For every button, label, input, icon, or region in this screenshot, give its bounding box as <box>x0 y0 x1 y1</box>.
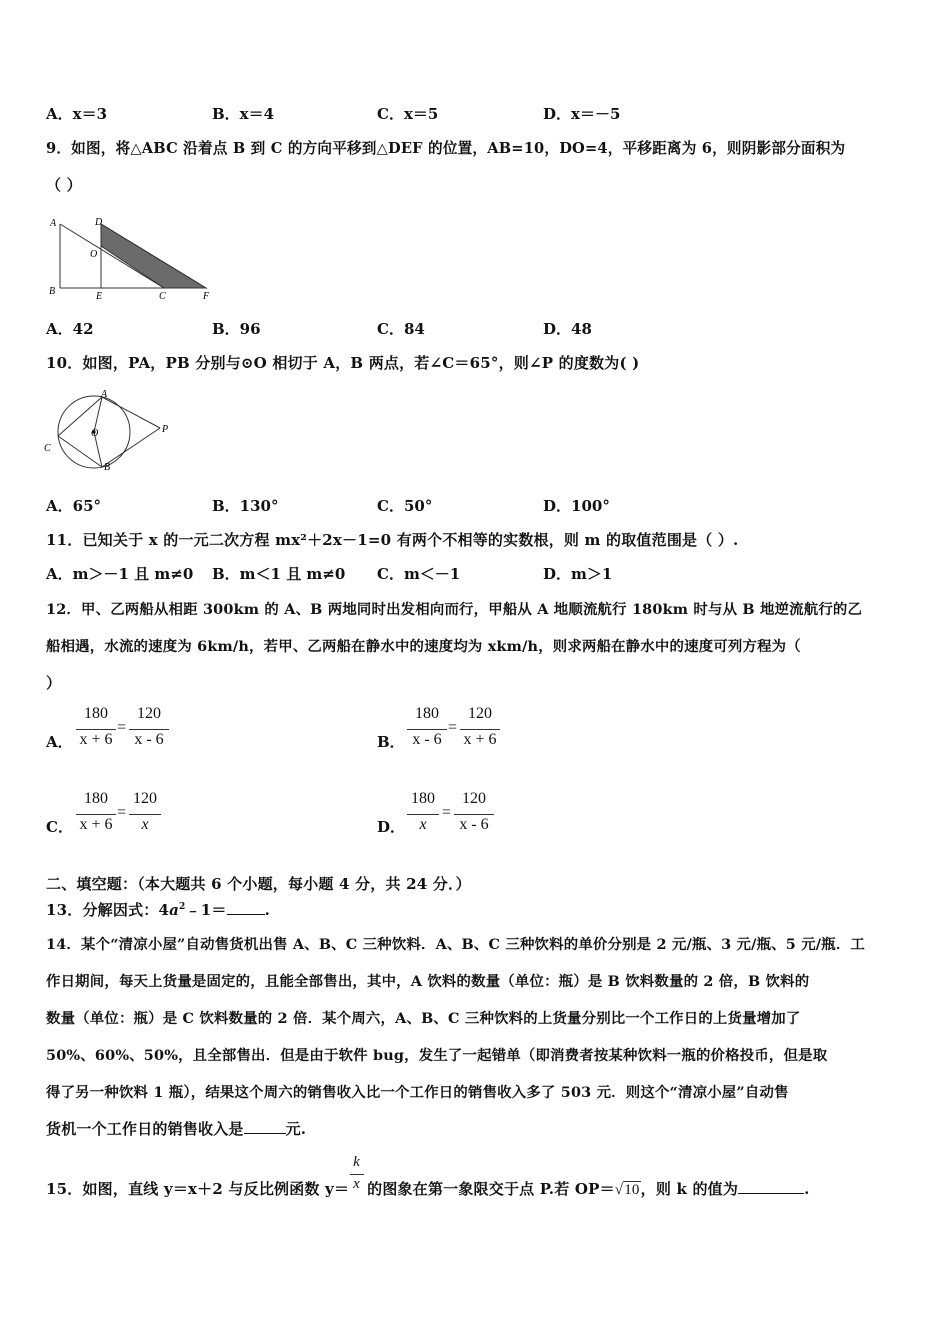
q10-label-o: O <box>91 428 99 439</box>
q13-suffix: ﹣1＝ <box>185 901 227 919</box>
q9-label-e: E <box>96 291 103 302</box>
q12-text-line2: 船相遇，水流的速度为 6km/h，若甲、乙两船在静水中的速度均为 xkm/h，则求两船在静水中的速度可列方程为（ <box>46 638 801 655</box>
q12-text-line1: 12．甲、乙两船从相距 300km 的 A、B 两地同时出发相向而行，甲船从 A 地顺流航行 180km 时与从 B 地逆流航行的乙 <box>46 601 863 618</box>
q9-option-a: A．42 <box>46 320 94 338</box>
q14-text-line5: 得了另一种饮料 1 瓶），结果这个周六的销售收入比一个工作日的销售收入多了 503 元．则这个“清凉小屋”自动售 <box>46 1084 789 1101</box>
section-2-heading: 二、填空题：（本大题共 6 个小题，每小题 4 分，共 24 分．） <box>46 875 471 893</box>
q11-option-d: D．m＞1 <box>543 565 613 583</box>
q15-frac-num: k <box>353 1154 361 1170</box>
q9-label-d: D <box>95 217 103 228</box>
q9-option-c: C．84 <box>377 320 425 338</box>
q10-option-d: D．100° <box>543 497 610 515</box>
q10-option-b: B．130° <box>212 497 279 515</box>
q12-b-den1: x - 6 <box>412 731 442 748</box>
q14-answer-blank <box>244 1119 286 1134</box>
q14-line6-end: 元. <box>285 1120 307 1138</box>
q9-label-o: O <box>90 249 98 260</box>
q12-d-num1: 180 <box>411 790 435 807</box>
q9-text-line2: （ ） <box>46 176 82 194</box>
q15-end: . <box>804 1180 810 1198</box>
q12-b-num1: 180 <box>415 705 439 722</box>
q14-text-line1: 14．某个“清凉小屋”自动售货机出售 A、B、C 三种饮料．A、B、C 三种饮料的单价分别是 2 元/瓶、3 元/瓶、5 元/瓶．工 <box>46 936 866 953</box>
q9-option-b: B．96 <box>212 320 261 338</box>
q9-text-line1: 9．如图，将△ABC 沿着点 B 到 C 的方向平移到△DEF 的位置，AB=10，DO=4，平移距离为 6，则阴影部分面积为 <box>46 140 846 157</box>
q10-label-a: A <box>101 389 108 400</box>
q12-c-num1: 180 <box>84 790 108 807</box>
q12-c-num2: 120 <box>133 790 157 807</box>
q15-frac-den: x <box>353 1176 361 1192</box>
q12-option-a-label: A． <box>46 733 73 751</box>
q10-label-b: B <box>104 462 111 473</box>
q10-label-c: C <box>44 443 51 454</box>
q15-answer-blank <box>738 1179 804 1194</box>
q12-b-num2: 120 <box>468 705 492 722</box>
q12-a-den1: x + 6 <box>79 731 113 748</box>
q12-option-d-label: D． <box>377 818 406 836</box>
q10-option-c: C．50° <box>377 497 433 515</box>
q9-label-a: A <box>50 218 57 229</box>
q15-post: ，则 k 的值为 <box>640 1180 739 1198</box>
q14-text-line6 <box>46 1118 306 1139</box>
q10-option-a: A．65° <box>46 497 102 515</box>
q11-option-b: B．m＜1 且 m≠0 <box>212 565 346 583</box>
q12-c-den1: x + 6 <box>79 816 113 833</box>
q12-option-c-label: C． <box>46 818 73 836</box>
q12-c-den2: x <box>141 816 149 833</box>
q15-middle: 的图象在第一象限交于点 P.若 OP＝ <box>367 1180 615 1198</box>
q9-label-b: B <box>49 286 56 297</box>
q15-sqrt-value: 10 <box>624 1182 640 1198</box>
q13-var: a <box>169 901 180 919</box>
q9-figure <box>46 212 216 304</box>
q12-d-den1: x <box>419 816 427 833</box>
q8-option-b: B．x＝4 <box>212 105 275 123</box>
q12-d-num2: 120 <box>462 790 486 807</box>
q12-option-b-label: B． <box>377 733 405 751</box>
q13-answer-blank <box>227 900 265 915</box>
q13-prefix: 13．分解因式：4 <box>46 901 170 919</box>
q12-a-eq: = <box>117 719 127 736</box>
q11-text-line1: 11．已知关于 x 的一元二次方程 mx²＋2x－1=0 有两个不相等的实数根，则 m 的取值范围是（ ）. <box>46 531 739 549</box>
q8-option-a: A．x＝3 <box>46 105 108 123</box>
q8-option-d: D．x＝－5 <box>543 105 621 123</box>
q12-a-num1: 180 <box>84 705 108 722</box>
q9-option-d: D．48 <box>543 320 592 338</box>
q12-d-den2: x - 6 <box>459 816 489 833</box>
q12-b-eq: = <box>448 719 458 736</box>
q14-text-line3: 数量（单位：瓶）是 C 饮料数量的 2 倍．某个周六，A、B、C 三种饮料的上货量分别比一个工作日的上货量增加了 <box>46 1010 801 1027</box>
q12-c-eq: = <box>117 804 127 821</box>
q15-text <box>46 1154 810 1199</box>
q9-label-c: C <box>159 291 166 302</box>
q15-prefix: 15．如图，直线 y＝x＋2 与反比例函数 y＝ <box>46 1180 350 1198</box>
q13-exponent: 2 <box>179 902 186 912</box>
q10-label-p: P <box>162 424 169 435</box>
q8-option-c: C．x＝5 <box>377 105 439 123</box>
q11-option-c: C．m＜－1 <box>377 565 461 583</box>
q15-sqrt: √10 <box>614 1182 640 1198</box>
q12-b-den2: x + 6 <box>463 731 497 748</box>
q14-text-line4: 50%、60%、50%，且全部售出．但是由于软件 bug，发生了一起错单（即消费者按某种饮料一瓶的价格投币，但是取 <box>46 1047 828 1064</box>
q14-text-line2: 作日期间，每天上货量是固定的，且能全部售出，其中，A 饮料的数量（单位：瓶）是 B 饮料数量的 2 倍，B 饮料的 <box>46 973 810 990</box>
q10-text-line1: 10．如图，PA，PB 分别与⊙O 相切于 A，B 两点，若∠C＝65°，则∠P 的度数为( ) <box>46 354 640 372</box>
q14-line6-text: 货机一个工作日的销售收入是 <box>46 1120 244 1138</box>
q13-text <box>46 899 270 920</box>
q15-fraction <box>349 1154 367 1194</box>
q13-end: . <box>264 901 270 919</box>
q12-d-eq: = <box>442 804 452 821</box>
q12-a-den2: x - 6 <box>134 731 164 748</box>
q11-option-a: A．m＞－1 且 m≠0 <box>46 565 194 583</box>
q10-figure <box>42 388 174 474</box>
q12-text-line3: ） <box>46 674 62 692</box>
q9-label-f: F <box>203 291 210 302</box>
q12-a-num2: 120 <box>137 705 161 722</box>
